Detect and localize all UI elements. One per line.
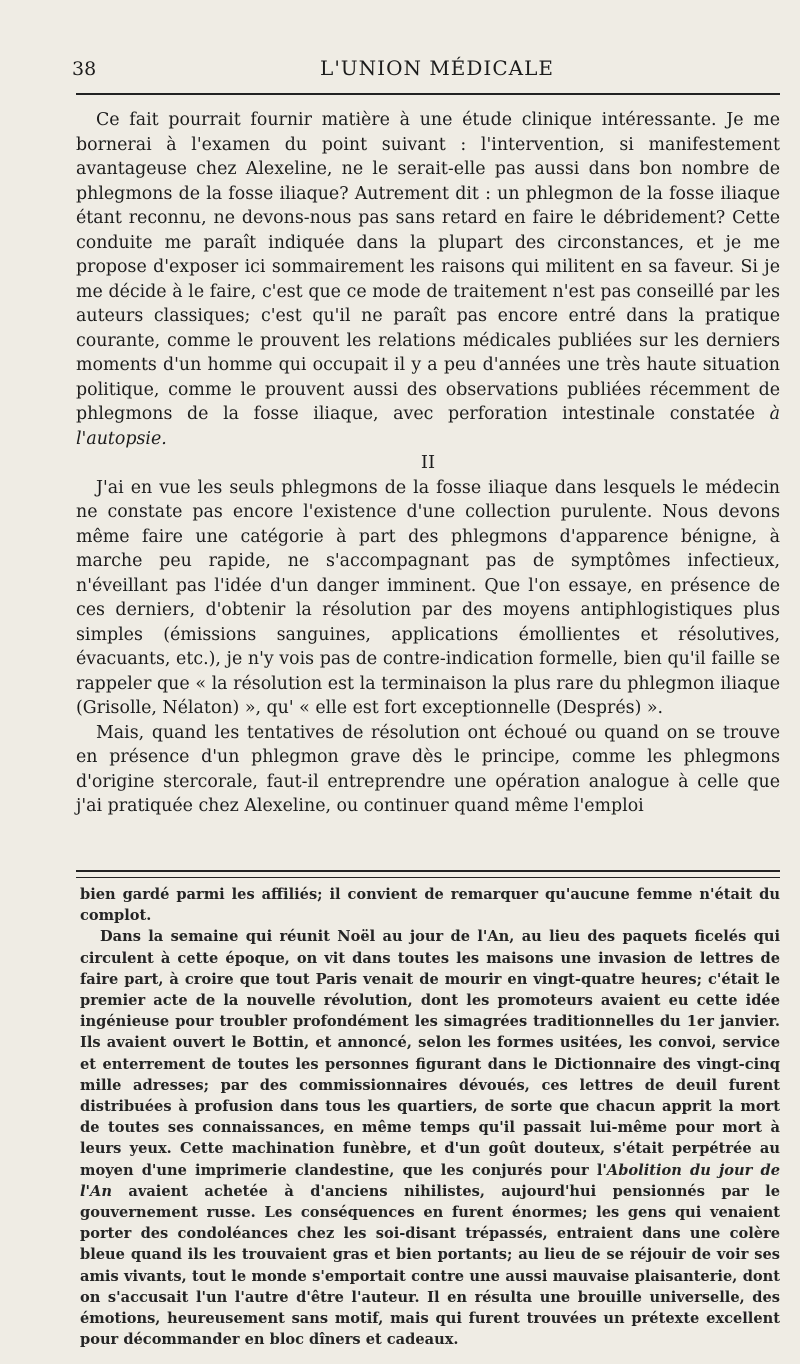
paragraph-text: avaient achetée à d'anciens nihilistes, aujourd'hui pensionnés par le gouvernement russe. Les conséquences en furent énormes; les gens qui venaient porter des condoléances chez les soi-disant trépassés, entraient dans une colère bleue quand ils les trouvaient gras et bien portants; au lieu de se réjouir de voir ses amis vivants, tout le monde s'emportait contre une aussi mauvaise plaisanterie, dont on s'accusait l'un l'autre d'être l'auteur. Il en résulta une brouille universelle, des émotions, heureusement sans motif, mais qui furent trouvées un prétexte excellent pour décommander en bloc dîners et cadeaux.	[80, 1182, 780, 1349]
feuilleton-paragraph: bien gardé parmi les affiliés; il convient de remarquer qu'aucune femme n'était du complot.	[80, 886, 780, 925]
journal-title: L'UNION MÉDICALE	[320, 56, 554, 80]
article-paragraph	[76, 108, 780, 451]
paragraph-text: Dans la semaine qui réunit Noël au jour de l'An, au lieu des paquets ficelés qui circulent à cette époque, on vit dans toutes les maisons une invasion de lettres de faire part, à croire que tout Paris venait de mourir en vingt-quatre heures; c'était le premier acte de la nouvelle révolution, dont les promoteurs avaient eu cette idée ingénieuse pour troubler profondément les simagrées traditionnelles du 1er janvier. Ils avaient ouvert le Bottin, et annoncé, selon les formes usitées, les convoi, service et enterrement de toutes les personnes figurant dans le Dictionnaire des vingt-cinq mille adresses; par des commissionnaires dévoués, ces lettres de deuil furent distribuées à profusion dans tous les quartiers, de sorte que chacun apprit la mort de toutes ses connaissances, en même temps qu'il passait lui-même pour mort à leurs yeux. Cette machination funèbre, et d'un goût douteux, s'était perpétrée au moyen d'une imprimerie clandestine, que les conjurés pour l'	[80, 928, 780, 1179]
header-rule	[76, 93, 780, 95]
feuilleton-separator	[76, 870, 780, 878]
page-header	[72, 54, 782, 84]
article-paragraph: Mais, quand les tentatives de résolution ont échoué ou quand on se trouve en présence d'un phlegmon grave dès le principe, comme les phlegmons d'origine stercorale, faut-il entreprendre une opération analogue à celle que j'ai pratiquée chez Alexeline, ou continuer quand même l'emploi	[76, 722, 780, 816]
italic-text: à l'autopsie.	[76, 404, 780, 449]
feuilleton-section	[80, 884, 780, 1350]
paragraph-text: Ce fait pourrait fournir matière à une étude clinique intéressante. Je me bornerai à l'examen du point suivant : l'intervention, si manifestement avantageuse chez Alexeline, ne le serait-elle pas aussi dans bon nombre de phlegmons de la fosse iliaque? Autrement dit : un phlegmon de la fosse iliaque étant reconnu, ne devons-nous pas sans retard en faire le débridement? Cette conduite me paraît indiquée dans la plupart des circonstances, et je me propose d'exposer ici sommairement les raisons qui militent en sa faveur. Si je me décide à le faire, c'est que ce mode de traitement n'est pas conseillé par les auteurs classiques; c'est qu'il ne paraît pas encore entré dans la pratique courante, comme le prouvent les relations médicales publiées sur les derniers moments d'un homme qui occupait il y a peu d'années une très haute situation politique, comme le prouvent aussi des observations publiées récemment de phlegmons de la fosse iliaque, avec perforation intestinale constatée	[76, 110, 780, 424]
article-paragraph: J'ai en vue les seuls phlegmons de la fosse iliaque dans lesquels le médecin ne constate pas encore l'existence d'une collection purulente. Nous devons même faire une catégorie à part des phlegmons d'apparence bénigne, à marche peu rapide, ne s'accompagnant pas de symptômes infectieux, n'éveillant pas l'idée d'un danger imminent. Que l'on essaye, en présence de ces derniers, d'obtenir la résolution par des moyens antiphlogistiques plus simples (émissions sanguines, applications émollientes et résolutives, évacuants, etc.), je n'y vois pas de contre-indication formelle, bien qu'il faille se rappeler que « la résolution est la terminaison la plus rare du phlegmon iliaque (Grisolle, Nélaton) », qu' « elle est fort exceptionnelle (Després) ».	[76, 477, 780, 718]
article-body	[76, 108, 780, 819]
feuilleton-paragraph	[80, 926, 780, 1350]
page-number: 38	[72, 58, 97, 80]
italic-text: Abolition du jour de l'An	[80, 1161, 780, 1200]
section-number: II	[420, 452, 436, 473]
